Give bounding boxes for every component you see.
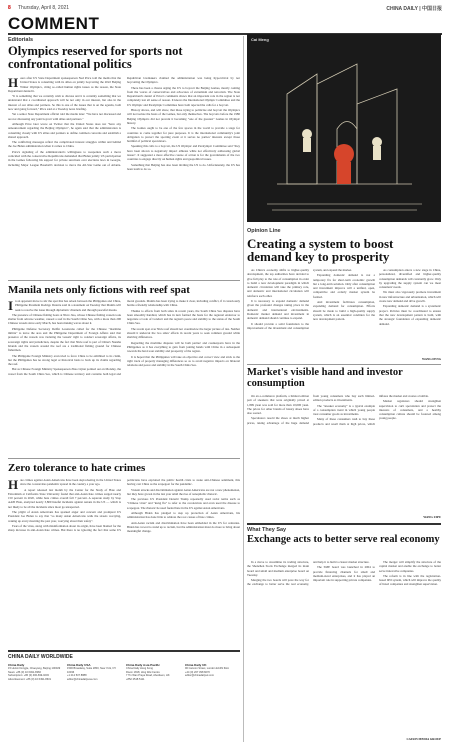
footer-column [8,664,63,681]
footer-column-head: China Daily [8,663,25,667]
paragraph: Hate crimes against Asian Americans have been skyrocketing in the United States since the coronavirus pandemic spread in the country a year ago. [8,478,121,492]
footer-line: +852 2518 5111 [126,677,145,681]
divider [247,523,441,525]
what-they-say-byline: CAIXIN MEDIA GROUP [406,737,441,741]
drop-cap: H [8,478,19,492]
paragraph: Price's signaling of the administration's willingness to weaponize such a move coincided with the conservative Republicans demanded that Biden jointly US participation in the Games following his support for private sanctions over elections laws in Georgia, including Major League Baseball's decision to move the All-Star Game out of Atlanta. Republican lawmakers claimed the administration was being hypocritical by not boycotting the Olympics. [8,76,240,167]
brand-name: CHINA DAILY | 中国日报 [386,6,442,12]
paragraph: The previous US President Donald Trump repeatedly used racist terms such as "Chinese virus" and "kung flu" to refer to the coronavirus and even used the disease to scapegoat. The rhetoric he used fueled hate in the US against Asian Americans. [127,497,240,510]
paragraph: The presence of Chinese fishing boats at Niu'e Jiao, whose Chinese fishing vessels took shelter from adverse weather, caused a reef in the South China Sea, with a more than 200 Chinese vessels since early March, has been making waves about it. [8,312,121,326]
cartoon-drawing [247,34,441,222]
paragraph: Yet a senior State Department official told the media later: "We have not discussed and are not discussing any joint boycott with allies and partners." [8,112,121,121]
paragraph: It is hoped that the Philippines will take an objective and correct view and stick to the right track of properly managing differences so as to avoid negative impacts on bilateral relations and peace and stability in the South China Sea. [127,354,240,368]
footer-line: 90 Cannon Street, London EC4N 6HA [185,667,229,671]
footer-line: China Daily Hong Kong [126,667,153,671]
divider [8,280,240,281]
paragraph: Violent attacks and discrimination against Asian Americans are not a new phenomenon, but they have grown in the last year amid the rise of xenophobic rhetoric. [127,487,240,496]
paragraph: Regarding the maritime disputes will be both parties' and counterparts have in the Philippines as it has everything to gain from joining hands with China in a subsequent towards the hard-won stability and prosperity of the region. [127,340,240,354]
paragraph: Market regulators should strengthen supervision to curb speculation and protect the interests of consumers, and a healthy consumption culture should be fostered among young people. [379,399,441,421]
drop-cap: I [8,299,14,313]
paragraph: There has been a chorus urging the US to boycott the Beijing Games, mostly coming from the voices of conservatives and advocates of extremism and terrorism. The State Department's denial of Price's comments shows that an important role in the region is not completely lost all sense of reason. It knows the International Olympic Committee and the US Olympic and Paralympic Committee have both rejected the calls for a boycott. [127,85,240,107]
footer-line: editor@chinadailyuk.com [185,674,215,678]
paragraph: Although Biden has pledged to step up protection of Asian Americans, his administration has done little to address the root causes of hate crimes. [127,511,240,520]
opinion-headline: Creating a system to boost demand key to prosperity [247,236,394,265]
paragraph: Speculators resold the shoes at much higher prices, taking advantage of the huge demand from young consumers who buy such limited-edition products as investments. [247,394,375,425]
opinion-body [247,268,441,356]
footer-line: Room 1818, Hing Wai Centre [126,670,160,674]
market-byline: WANG ZIPU [423,515,441,519]
paragraph: The Games ought to be one of the few spaces in the world to provide a stage for countries to come together for pure purposes. It is the international community's joint obligation to protect the sporting event at it serves no parties' interests except those harmful of political speculators. [127,126,240,144]
paragraph: Expanding domestic demand is a systematic project. Policies must be coordinated to ensure that the new development pattern is built, with the strategic foundation of expanding domestic demand. [379,304,441,326]
what-they-say-headline: Exchange acts to better serve real economy [247,534,440,545]
footer-line: +44 (0) 207 398 8270 [185,670,210,674]
issue-date: Thursday, April 8, 2021 [18,5,70,11]
paragraph: In an apparent move to stir the spat that has arisen between the Philippines and China, Philippine President Rodrigo Duterte said in a statement on Tuesday that Manila will seek to resolve the issue through diplomatic channels and through peaceful means. [8,299,121,313]
paragraph: The merger will simplify the structure of the capital market and enable the exchange to better serve innovative companies. [379,560,441,573]
footer-line: Subscription: +86 (0) 400-699-0203 [8,674,49,678]
paragraph: We must also vigorously promote investment in new infrastructure and urbanization, which will create new demand and drive growth. [379,290,441,304]
divider [247,364,441,365]
paragraph: Expanding domestic demand is not a temporary fix for short-term economic growth but a long-term solution. Only after consumption and investment improve will a unified, open, competitive and orderly market system be formed. [313,273,375,299]
editorial-3-headline: Zero tolerance to hate crimes [8,462,146,474]
footer-line: 15 Huixin Dongjie, Chaoyang, Beijing 100029 [8,667,61,671]
paragraph: Fears of the virus, along with misinformation about its origin, have been blamed for the sharp increase in anti-Asian hate crimes. But there is no ignoring the fact that some US politicians have exploited the public health crisis to stoke anti-Chinese sentiment, this having cast China as the scapegoat for the pandemic. [8,478,240,533]
paragraph: The reform is in line with the registration-based IPO system, which will improve the quality of listed companies and strengthen supervision. [379,573,441,587]
footer-column [67,664,122,681]
paragraph: The "sneaker economy" is a typical example of a consumption trend in which young people treat consumer goods as investments. [313,403,375,417]
editorial-2-headline: Manila nets only fictions with reef spat [8,284,190,296]
paragraph: Anti-Asian racism and discrimination have been embedded in the US for centuries. Biden has vowed to stand up to racism, but the administration must do more to bring about meaningful change. [127,520,240,534]
paragraph: Philippine Defense Secretary Delfin Lorenzana called for the Chinese "maritime militia" to leave the area and the Philippine Department of Foreign Affairs said that presence of the vessels was violating the vessels' right to conduct sovereign affairs, its sovereign rights and jurisdiction, despite the fact that Niu'e reef is part of China's Nansha Islands and the vessels around the reef are a traditional fishing ground for Chinese fishermen. [8,326,121,353]
editorial-cartoon [247,34,441,222]
paragraph: Many of these consumers rush to buy these products and resell them at high prices, which inflates the market and creates a bubble. [313,394,429,426]
paragraph: Merging the two boards will pave the way for the exchange to better serve the real economy, and help it to build a clearer market structure. [247,560,370,587]
what-they-say-body [247,560,441,735]
footer-column-head: China Daily UK [185,663,207,667]
drop-cap: H [8,76,19,90]
paragraph: "It is something that we certainly wish to discuss and it is certainly something that we understand that a coordinated approach will be not only in our interest, but also in the interest of our allies and partners. So this is one of the issues that is on the agenda, both now and going forward," Price said at a Tuesday news briefing. [8,94,121,112]
footer-line: Advertisement: +86 (0) 10 6491-8631 [8,677,52,681]
editorial-2-body [8,299,240,454]
market-body [247,394,441,514]
opinion-line-label: Opinion Line [247,228,281,234]
paragraph: The Philippine Foreign Ministry even tried to force China to be exhibited to its claim, but the Philippines has no strong legal or historical basis to back up its claims regarding the reef. [8,353,121,367]
market-headline: Market's visible hand and investor consumption [247,367,403,389]
paragraph: Speaking this calls to a boycott, the US Olympic and Paralympic Committee said "they have been shown to negatively impact athletes while not effectively addressing global issues". It suggested a more effective course of action is for the governments of the two countries to engage directly on human rights and geopolitical issues. [127,144,240,162]
editorials-label: Editorials [8,37,34,43]
paragraph: It is necessary to expand domestic demand given the profound changes taking place in the domestic and international environments. Domestic market demand and investment in domestic demand should continue to expand. [247,299,309,321]
what-they-say-label: What They Say [247,527,287,533]
paragraph: The recent spat over Niu'e reef should not overshadow the larger picture of ties. Neither should it undercut the two sides' efforts in recent years to seek common ground while shelving differences. [127,326,240,340]
paragraph: A report released last month by the Center for the Study of Hate and Extremism at California State University found that anti-Asian hate crimes surged nearly 150 percent in 2020, while hate crimes overall fell 7 percent. A separate study by Stop AAPI Hate, analyzed nearly 3,800 hateful incidents against Asians in the US — which is not likely to be all the incidents since most go unreported. [8,487,121,509]
divider [8,458,240,459]
footer-line: 1500 Broadway, Suite 2800, New York, NY 10036 [67,667,117,674]
paragraph: Thanks to efforts from both sides in recent years, the South China Sea disputes have been smoothly handled, which has in turn formed the basis for the regional endeavor to negotiate a Code of Conduct and the region's peace and stability to the status of the South China Sea. [127,308,240,326]
page-number: 8 [8,5,11,11]
paragraph: Hours after US State Department spokesperson Ned Price told the media that the United States is consulting with its allies on jointly boycotting the 2022 Beijing Winter Olympics, citing so-called human rights issues as the reason, the State Department denied it. [8,76,121,93]
paragraph: Something that Beijing has also been inviting the US to do. Unfortunately, the US has been loath to do so. [127,162,240,171]
paragraph: In a move to streamline its trading structure, the Shenzhen Stock Exchange merged its main board and small and medium enterprise board on Tuesday. [247,560,309,577]
footer-column [126,664,181,681]
footer-line: News: +86 (0) 10 6491-8366 [8,670,41,674]
paragraph: As China's economy shifts to higher-quality development, the top authorities have decided to give full play to the role of consumption in order to build a new development paradigm in which domestic circulation will take the primary role, and domestic and international circulation will reinforce each other. [247,268,309,298]
paragraph: The plight of Asian Americans has sparked anger and concern and prompted US President Joe Biden to say that "so many Asian Americans walk the streets worrying, waking up every morning the past year, worrying about their safety". [8,510,121,523]
footer-line: 7 Tin Wan Praya Road, Aberdeen, HK [126,674,170,678]
footer-column [185,664,240,678]
footer-line: +1 212 537 8888 [67,674,87,678]
paragraph: On an e-commerce platform, a limited edition pair of sneakers that were originally priced at 1,899 yuan was sold for more than 10,000 yuan. The prices for other brands of luxury shoes have also soared. [247,394,309,416]
editorial-3-body [8,478,240,646]
paragraph: As consumption enters a new stage in China, personalized, diversified and higher-quality consumption demands will constantly grow. Only by upgrading the supply system can we meet consumers' needs. [379,268,441,290]
editorial-1-body [8,76,240,276]
section-title: COMMENT [8,14,100,33]
footer-column-head: China Daily USA [67,663,91,667]
footer-contacts [8,650,240,744]
illustration-credit: Cai Meng [251,37,269,42]
paragraph: But as Chinese Foreign Ministry Spokesperson Zhao Lijian pointed out on Monday, the vessel from the South China Sea, which is Chinese territory and contains both legal and moral grounds. Manila has been trying to make it clear, including conflict, if it consciously harms a friendly relationship with China. [8,299,240,376]
paragraph: Although Price later wrote on Twitter that the United States does not "have any announcement regarding the Beijing Olympics", he again said that the administration is consulting closely with US allies and partners to define common concerns and establish a shared approach. [8,121,121,139]
editorial-1-headline: Olympics reserved for sports not confrontational politics [8,44,183,71]
paragraph: The SME board was launched in 2004 to provide financing channels for small and medium-sized enterprises, and it has played an important role in supporting private companies. [313,565,375,583]
footer-line: editor@chinadailyusa.com [67,677,98,681]
footer-column-head: China Daily Asia Pacific [126,663,160,667]
paragraph: History shows, and will show, that those trying to politicize and boycott the Olympics will not isolate the hosts of the Games, but only themselves. The boycotts before the 1980 Beijing Olympics did not prevent it becoming "one of the greatest" Games in Olympic history. [127,108,240,125]
paragraph: The conflicting messages reflect the complicated interest struggles within and behind the Joe Biden administration when it comes to China. [8,140,121,149]
column-divider [243,36,244,742]
paragraph: It should provide a solid foundation to the improvement of the investment and consumption system, and expand the market. [247,268,353,330]
footer-title: CHINA DAILY WORLDWIDE [8,654,73,660]
paragraph: And investment facilitates consumption, expanding demand for consumption. Efforts should be made to build a high-quality supply system, which is an essential condition for the new development pattern. [313,300,375,322]
opinion-byline: WANG FENG [422,357,441,361]
